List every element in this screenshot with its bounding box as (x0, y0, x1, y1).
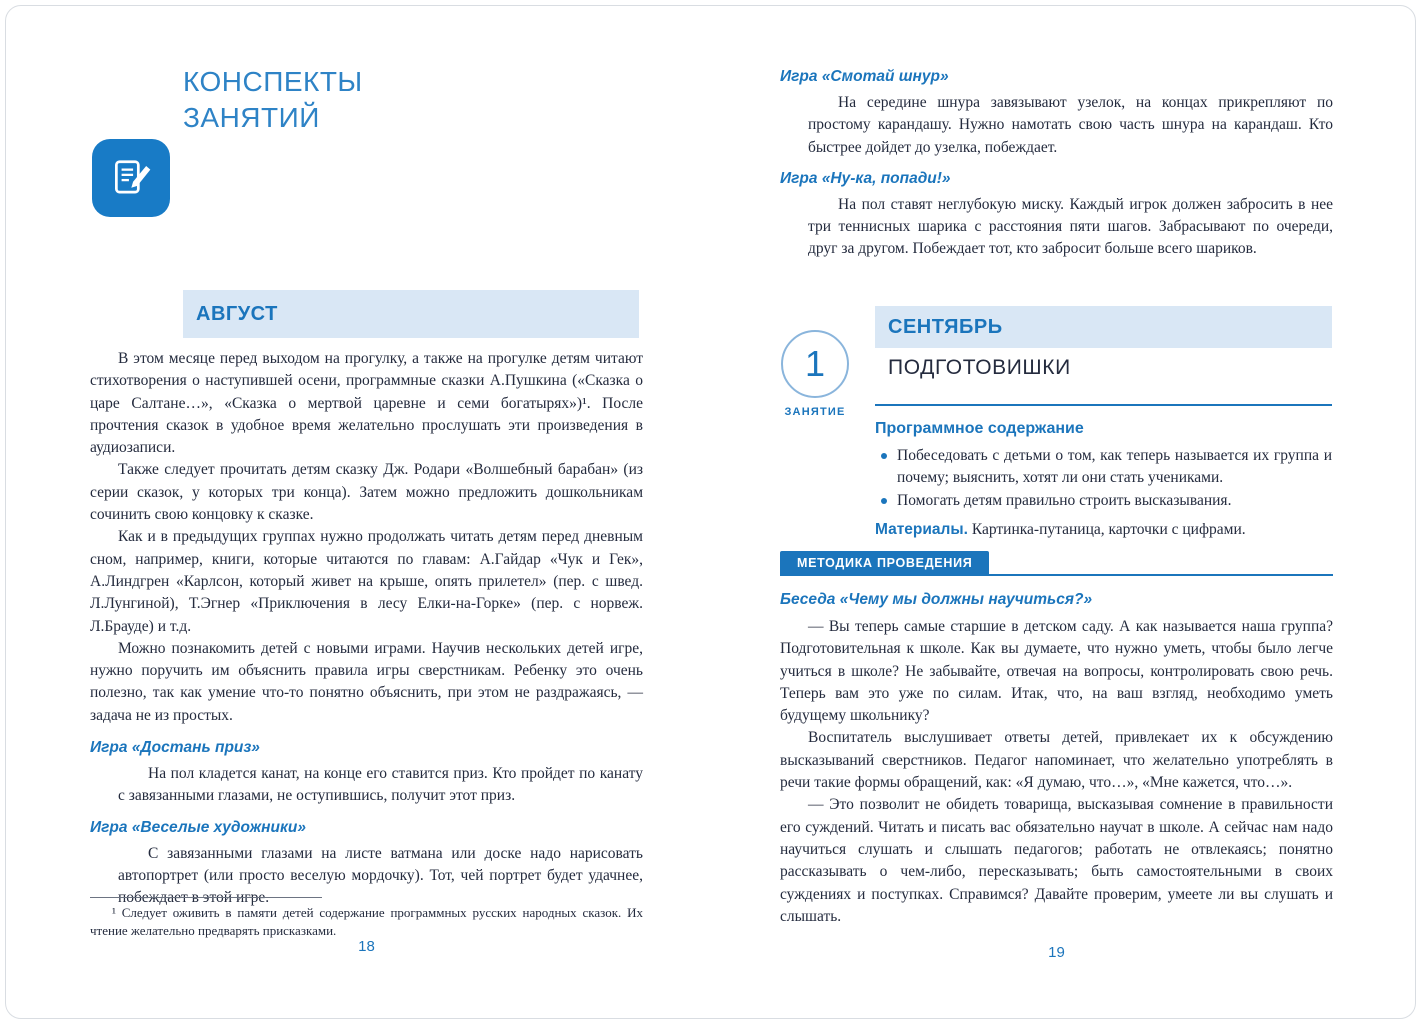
lesson-number-circle: 1 (781, 330, 849, 398)
game-description: На пол ставят неглубокую миску. Каждый игрок должен забросить в нее три теннисных шарика с расстояния пяти шагов. Забрасывают по очереди, друг за другом. Побеждает тот, кто забросит больше всего шариков. (808, 195, 1333, 258)
left-page-text-column (90, 348, 643, 910)
talk-heading: Беседа «Чему мы должны научиться?» (780, 591, 1093, 608)
game-description: На пол кладется канат, на конце его ставится приз. Кто пройдет по канату с завязанными глазами, не оступившись, получит этот приз. (118, 765, 643, 805)
page-number-left: 18 (358, 938, 375, 955)
materials-label: Материалы. (875, 520, 968, 538)
section-title-line2: ЗАНЯТИЙ (183, 102, 320, 133)
month-header-september-label: СЕНТЯБРЬ (888, 315, 1003, 338)
section-title-line1: КОНСПЕКТЫ (183, 66, 363, 97)
game-heading: Игра «Достань приз» (90, 739, 260, 757)
paragraph: Также следует прочитать детям сказку Дж. Родари «Волшебный барабан» (из серии сказок, у которых три конца). Затем можно предложить дошкольникам сочинить свою концовку к сказке. (90, 461, 643, 524)
month-header-august (183, 290, 639, 338)
program-content-heading: Программное содержание (875, 420, 1084, 437)
game-heading: Игра «Ну-ка, попади!» (780, 169, 951, 187)
program-content-item: Помогать детям правильно строить высказывания. (875, 490, 1332, 512)
method-section-rule (780, 574, 1333, 576)
paragraph: Как и в предыдущих группах нужно продолжать читать детям перед дневным сном, например, книги, которые читаются по главам: А.Гайдар «Чук и Гек», А.Линдгрен «Карлсон, который живет на крыше, опять прилетел» (пер. с швед. Л.Лунгиной), Т.Эгнер «Приключения в лесу Елки-на-Горке» (пер. с норвеж. Л.Брауде) и т.д. (90, 528, 643, 635)
program-content-item: Побеседовать с детьми о том, как теперь называется их группа и почему; выяснить, хотят ли они стать учениками. (875, 445, 1332, 490)
program-content-list (875, 445, 1332, 512)
paragraph: — Это позволит не обидеть товарища, высказывая сомнение в правильности его суждений. Читать и писать вас обязательно научат в школе. А сейчас нам надо научиться слушать и слышать педагогов; работать не отвлекаясь; понятно рассказывать о чем-либо, пересказывать; быть самостоятельными в своих суждениях и поступках. Справимся? Давайте проверим, умеете ли вы слушать и слышать. (780, 796, 1333, 925)
footnote-divider (90, 897, 322, 898)
month-header-september (875, 306, 1332, 348)
paragraph: Можно познакомить детей с новыми играми. Научив нескольких детей игре, нужно поручить им объяснить правила игры сверстникам. Ребенку это очень полезно, так как умение что-то понятно объяснить, при этом не раздражаясь, — задача не из простых. (90, 639, 643, 724)
method-section-badge: МЕТОДИКА ПРОВЕДЕНИЯ (780, 551, 989, 574)
materials-text: Картинка-путаница, карточки с цифрами. (967, 520, 1246, 538)
section-title (183, 64, 363, 136)
notes-pencil-icon-svg (108, 155, 154, 201)
notes-pencil-icon (92, 139, 170, 217)
program-content-block (875, 420, 1332, 541)
lesson-title-underline (875, 404, 1332, 406)
right-page-top-column (780, 68, 1333, 261)
lesson-label: ЗАНЯТИЕ (784, 406, 846, 418)
paragraph: — Вы теперь самые старшие в детском саду. А как называется наша группа? Подготовительная к школе. Как вы думаете, что нужно уметь, чтобы было легче учиться в школе? Не забывайте, отвечая на вопросы, контролировать свою речь. Теперь вам это уже по силам. Итак, что, на ваш взгляд, необходимо уметь будущему школьнику? (780, 618, 1333, 725)
game-heading: Игра «Веселые художники» (90, 818, 306, 836)
game-description: На середине шнура завязывают узелок, на концах прикрепляют по простому карандашу. Нужно намотать свою часть шнура на карандаш. Кто быстрее дойдет до узелка, побеждает. (808, 94, 1333, 156)
paragraph: В этом месяце перед выходом на прогулку, а также на прогулке детям читают стихотворения о наступившей осени, программные сказки А.Пушкина («Сказка о царе Салтане…», «Сказка о мертвой царевне и семи богатырях»)¹. После прочтения сказок в удобное время желательно прослушать эти произведения в аудиозаписи. (90, 350, 643, 457)
game-description: С завязанными глазами на листе ватмана или доске надо нарисовать автопортрет (или просто веселую мордочку). Тот, чей портрет будет удачнее, побеждает в этой игре. (118, 844, 643, 907)
footnote: ¹ Следует оживить в памяти детей содержание программных русских народных сказок. Их чтение желательно предварять присказками. (90, 905, 643, 938)
lesson-number-badge (781, 330, 849, 418)
game-heading: Игра «Смотай шнур» (780, 68, 949, 85)
paragraph: Воспитатель выслушивает ответы детей, привлекает их к обсуждению высказываний сверстников. Педагог напоминает, что желательно употреблять в речи такие формы обращений, как: «Я думаю, что…», «Мне кажется, что…». (780, 729, 1333, 792)
page-number-right: 19 (1048, 944, 1065, 961)
right-page-text-column (780, 616, 1333, 928)
lesson-title: ПОДГОТОВИШКИ (888, 356, 1071, 379)
materials-line (875, 519, 1332, 541)
month-header-august-label: АВГУСТ (196, 302, 278, 325)
